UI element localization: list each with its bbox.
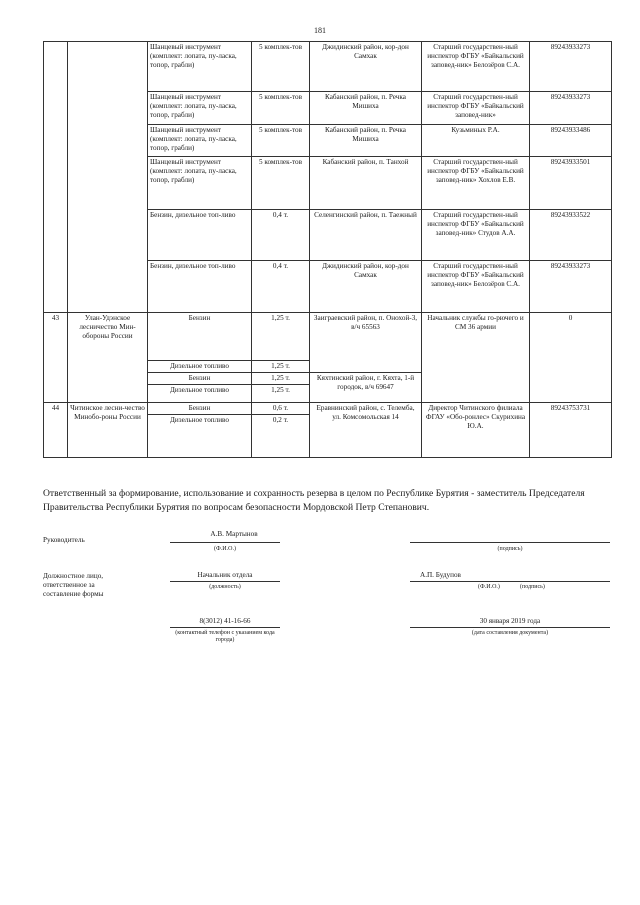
location-cell: Кабанский район, п. Речка Мишиха: [310, 125, 422, 157]
official-sign-caption: (подпись): [520, 584, 545, 590]
num-cell: [44, 42, 68, 313]
head-label: Руководитель: [43, 536, 85, 544]
qty-cell: 5 комплек-тов: [252, 157, 310, 210]
item-cell: Бензин, дизельное топ-ливо: [148, 261, 252, 313]
official-name: А.П. Будупов: [420, 571, 461, 579]
qty-cell: 0,4 т.: [252, 261, 310, 313]
reserve-table: [43, 41, 612, 458]
item-cell: Дизельное топливо: [148, 415, 252, 458]
location-cell: Джидинский район, кор-дон Самхак: [310, 42, 422, 92]
responsible-cell: Директор Читинского филиала ФГАУ «Обо-ронлес» Скурихина Ю.А.: [422, 403, 530, 458]
page-number: 181: [314, 26, 326, 35]
phone-cell: 0: [530, 313, 612, 403]
official-label: Должностное лицо, ответственное за составление формы: [43, 572, 104, 598]
location-cell: Еравнинский район, с. Телемба, ул. Комсомольская 14: [310, 403, 422, 458]
fio-caption: (Ф.И.О.): [214, 546, 236, 552]
qty-cell: 5 комплек-тов: [252, 92, 310, 125]
phone-cell: 89243933273: [530, 92, 612, 125]
document-date: 30 января 2019 года: [479, 617, 541, 625]
org-cell: Читинское лесни-чество Минобо-роны России: [68, 403, 148, 458]
location-cell: Кабанский район, п. Речка Мишиха: [310, 92, 422, 125]
responsible-cell: Старший государствен-ный инспектор ФГБУ «Байкальский заповед-ник»: [422, 92, 530, 125]
item-cell: Бензин, дизельное топ-ливо: [148, 210, 252, 261]
num-cell: 44: [44, 403, 68, 458]
sign-caption: (подпись): [497, 546, 523, 552]
org-cell: [68, 42, 148, 313]
qty-cell: 1,25 т.: [252, 361, 310, 373]
contact-phone: 8(3012) 41-16-66: [199, 617, 251, 625]
position-caption: (должность): [209, 584, 241, 590]
responsible-cell: Старший государствен-ный инспектор ФГБУ «Байкальский заповед-ник» Хохлов Е.В.: [422, 157, 530, 210]
phone-cell: 89243933273: [530, 261, 612, 313]
qty-cell: 0,4 т.: [252, 210, 310, 261]
item-cell: Шанцевый инструмент (комплект: лопата, пу-ласка, топор, грабли): [148, 157, 252, 210]
table-row: [44, 42, 612, 92]
responsible-cell: Старший государствен-ный инспектор ФГБУ «Байкальский заповед-ник» Белозёров С.А.: [422, 261, 530, 313]
qty-cell: 1,25 т.: [252, 385, 310, 403]
responsible-cell: Старший государствен-ный инспектор ФГБУ «Байкальский заповед-ник» Студов А.А.: [422, 210, 530, 261]
location-cell: Селенгинский район, п. Таежный: [310, 210, 422, 261]
phone-cell: 89243933501: [530, 157, 612, 210]
num-cell: 43: [44, 313, 68, 403]
qty-cell: 1,25 т.: [252, 373, 310, 385]
phone-cell: 89243753731: [530, 403, 612, 458]
item-cell: Шанцевый инструмент (комплект: лопата, пу-ласка, топор, грабли): [148, 125, 252, 157]
location-cell: Джидинский район, кор-дон Самхак: [310, 261, 422, 313]
responsible-cell: Начальник службы го-рючего и СМ 36 армии: [422, 313, 530, 403]
table-row: [44, 403, 612, 415]
phone-cell: 89243933486: [530, 125, 612, 157]
item-cell: Бензин: [148, 403, 252, 415]
item-cell: Шанцевый инструмент (комплект: лопата, пу-ласка, топор, грабли): [148, 42, 252, 92]
location-cell: Кабанский район, п. Танхой: [310, 157, 422, 210]
qty-cell: 1,25 т.: [252, 313, 310, 361]
qty-cell: 0,2 т.: [252, 415, 310, 458]
item-cell: Дизельное топливо: [148, 361, 252, 373]
phone-cell: 89243933273: [530, 42, 612, 92]
item-cell: Шанцевый инструмент (комплект: лопата, пу-ласка, топор, грабли): [148, 92, 252, 125]
phone-cell: 89243933522: [530, 210, 612, 261]
date-caption: (дата составления документа): [471, 630, 549, 636]
table-row: [44, 313, 612, 361]
item-cell: Дизельное топливо: [148, 385, 252, 403]
item-cell: Бензин: [148, 313, 252, 361]
location-cell: Заиграевский район, п. Онохой-3, в/ч 65563: [310, 313, 422, 373]
responsible-cell: Кузьминых Р.А.: [422, 125, 530, 157]
org-cell: Улан-Удэнское лесничество Мин-обороны России: [68, 313, 148, 403]
responsible-summary: Ответственный за формирование, использование и сохранность резерва в целом по Республике Бурятия - заместитель Председателя Правительства Республики Бурятия по вопросам безопасности Мордовской Петр Степанович.: [43, 488, 585, 513]
responsible-cell: Старший государствен-ный инспектор ФГБУ «Байкальский заповед-ник» Белозёров С.А.: [422, 42, 530, 92]
qty-cell: 0,6 т.: [252, 403, 310, 415]
qty-cell: 5 комплек-тов: [252, 125, 310, 157]
official-fio-caption: (Ф.И.О.): [478, 584, 500, 590]
qty-cell: 5 комплек-тов: [252, 42, 310, 92]
head-name: А.В. Мартынов: [210, 530, 258, 538]
location-cell: Кяхтинский район, г. Кяхта, 1-й городок, в/ч 69647: [310, 373, 422, 403]
phone-caption: (контактный телефон с указанием кода города): [175, 630, 275, 643]
item-cell: Бензин: [148, 373, 252, 385]
position: Начальник отдела: [197, 571, 253, 579]
